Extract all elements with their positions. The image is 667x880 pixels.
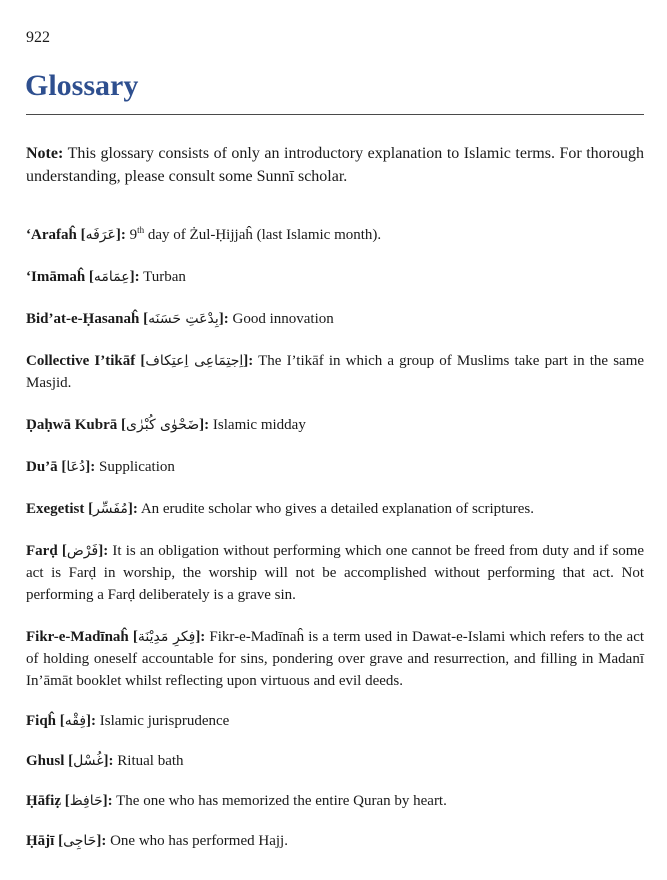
entry-definition: Islamic midday xyxy=(212,417,306,433)
entry-arabic: فِکرِ مَدِیْنَة xyxy=(137,629,196,645)
entry-term: Exegetist xyxy=(26,501,85,517)
glossary-note xyxy=(26,142,644,188)
entry-arabic: بِدْعَتِ حَسَنَه xyxy=(148,311,219,327)
glossary-entry-imamah: ‘Imāmaĥ [عِمَامَه]: Turban xyxy=(26,269,186,285)
entry-definition: An erudite scholar who gives a detailed explanation of scriptures. xyxy=(140,501,535,517)
entry-term: Ḍaḥwā Kubrā xyxy=(26,417,118,433)
entry-definition-ordinal: 9 xyxy=(129,227,138,243)
entry-term: ‘Arafaĥ xyxy=(26,227,77,243)
glossary-entry-collective-itikaf: Collective I’tikāf [اِجتِمَاعِی اِعتِکاف]: The I’tikāf in which a group of Muslims take part in the same Masjid. xyxy=(26,353,645,391)
entry-term: Ḥāfiẓ xyxy=(26,793,61,809)
entry-arabic: مُفَسِّر xyxy=(93,501,128,517)
entry-arabic: غُسْل xyxy=(73,753,104,769)
glossary-entry-fiqh: Fiqĥ [فِقْه]: Islamic jurisprudence xyxy=(26,713,230,729)
entry-arabic: فِقْه xyxy=(64,713,87,729)
glossary-entry-bidat: Bid’at-e-Ḥasanaĥ [بِدْعَتِ حَسَنَه]: Good innovation xyxy=(26,311,334,327)
entry-arabic: اِجتِمَاعِی اِعتِکاف xyxy=(145,353,244,369)
entry-definition: The I’tikāf in which a group of Muslims take part in the same Masjid. xyxy=(26,353,645,391)
entry-term: Fiqĥ xyxy=(26,713,57,729)
entry-definition: The one who has memorized the entire Quran by heart. xyxy=(116,793,447,809)
page-number: 922 xyxy=(26,29,50,46)
glossary-entry-fikr-e-madinah: Fikr-e-Madīnaĥ [فِکرِ مَدِیْنَة]: Fikr-e-Madīnaĥ is a term used in Dawat-e-Islami which refers to the act of holding oneself accountable for sins, pondering over grave and resurrection, and filling in Madanī In’āmāt booklet whilst reflecting upon virtuous and evil deeds. xyxy=(26,629,645,689)
entry-term: Farḍ xyxy=(26,543,58,559)
entry-definition: day of Żul-Ḥijjaĥ (last Islamic month). xyxy=(147,227,382,243)
entry-arabic: دُعَا xyxy=(66,459,86,475)
entry-definition: Turban xyxy=(143,269,186,285)
entry-definition: It is an obligation without performing which one cannot be freed from duty and if some act is Farḍ in worship, the worship will not be accomplished without performing that act. Not performing a Farḍ deliberately is a grave sin. xyxy=(26,543,645,603)
entry-arabic: عِمَامَه xyxy=(93,269,130,285)
entry-term: Du’ā xyxy=(26,459,58,475)
entry-arabic: عَرَفَه xyxy=(85,227,116,243)
entry-term: ‘Imāmaĥ xyxy=(26,269,86,285)
glossary-entry-exegetist: Exegetist [مُفَسِّر]: An erudite scholar who gives a detailed explanation of scriptures. xyxy=(26,501,535,517)
entry-arabic: حَاجِی xyxy=(63,833,97,849)
entry-term: Bid’at-e-Ḥasanaĥ xyxy=(26,311,140,327)
title-divider xyxy=(26,114,644,115)
entry-arabic: فَرْض xyxy=(66,543,99,559)
entry-term: Ḥājī xyxy=(26,833,55,849)
note-text: This glossary consists of only an introductory explanation to Islamic terms. For thorough understanding, please consult some Sunnī scholar. xyxy=(26,145,645,185)
entry-definition: Good innovation xyxy=(232,311,334,327)
glossary-entry-ghusl: Ghusl [غُسْل]: Ritual bath xyxy=(26,753,184,769)
entry-term: Ghusl xyxy=(26,753,65,769)
glossary-entry-arafah: ‘Arafaĥ [عَرَفَه]: 9th day of Żul-Ḥijjaĥ (last Islamic month). xyxy=(26,225,382,243)
entry-term: Collective I’tikāf xyxy=(26,353,136,369)
entry-definition: Ritual bath xyxy=(117,753,184,769)
glossary-entry-dahwa-kubra: Ḍaḥwā Kubrā [ضَحْوٰی کُبْرٰی]: Islamic midday xyxy=(26,417,306,433)
entry-arabic: حَافِظ xyxy=(69,793,103,809)
page-title: Glossary xyxy=(25,69,139,102)
glossary-entry-haji: Ḥājī [حَاجِی]: One who has performed Hajj. xyxy=(26,833,288,849)
glossary-entry-fard: Farḍ [فَرْض]: It is an obligation without performing which one cannot be freed from duty and if some act is Farḍ in worship, the worship will not be accomplished without performing that act. Not performing a Farḍ deliberately is a grave sin. xyxy=(26,543,645,603)
entry-definition-suffix: th xyxy=(137,225,145,235)
entry-definition: One who has performed Hajj. xyxy=(110,833,288,849)
entry-term: Fikr-e-Madīnaĥ xyxy=(26,629,129,645)
entry-definition: Fikr-e-Madīnaĥ is a term used in Dawat-e-Islami which refers to the act of holding oneself accountable for sins, pondering over grave and resurrection, and filling in Madanī In’āmāt booklet whilst reflecting upon virtuous and evil deeds. xyxy=(26,629,645,689)
glossary-entry-dua: Du’ā [دُعَا]: Supplication xyxy=(26,459,175,475)
entry-definition: Islamic jurisprudence xyxy=(99,713,230,729)
glossary-entry-hafiz: Ḥāfiẓ [حَافِظ]: The one who has memorized the entire Quran by heart. xyxy=(26,793,447,809)
entry-definition: Supplication xyxy=(99,459,175,475)
entry-arabic: ضَحْوٰی کُبْرٰی xyxy=(126,417,200,433)
note-label: Note: xyxy=(26,145,64,162)
